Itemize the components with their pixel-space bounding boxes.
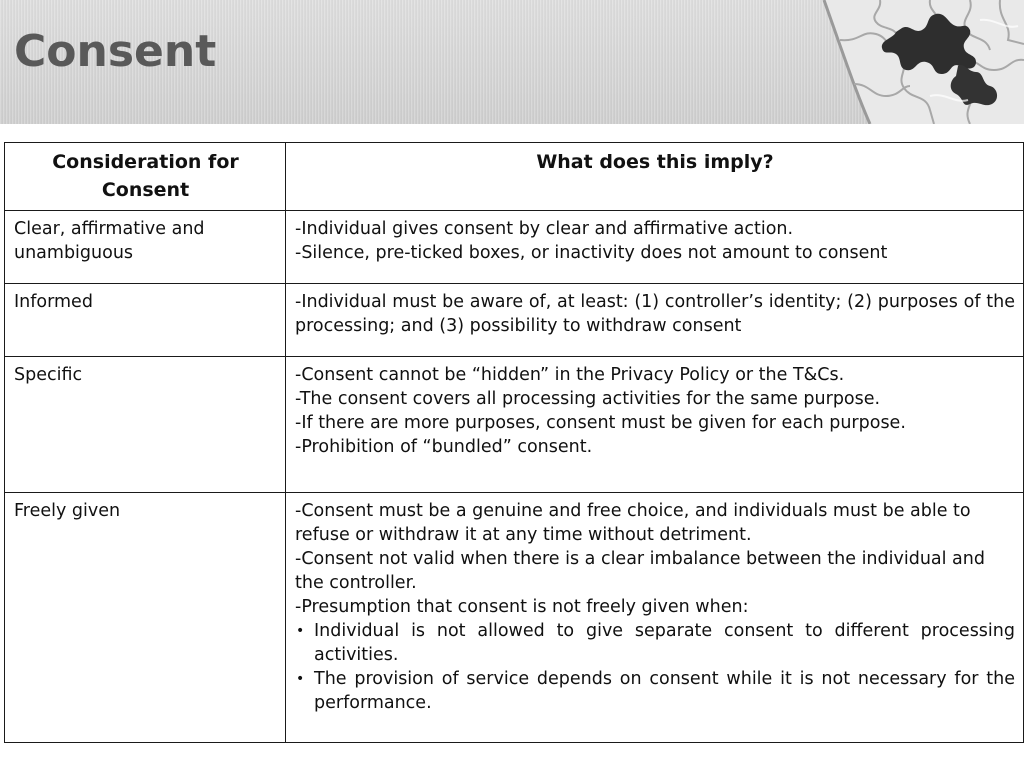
table-row <box>5 493 1024 743</box>
puzzle-pieces-icon <box>810 0 1024 124</box>
table-row <box>5 211 1024 284</box>
slide-header <box>0 0 1024 124</box>
implication-line: -Consent must be a genuine and free choice, and individuals must be able to refuse or withdraw it at any time without detriment. <box>295 501 971 545</box>
header-consideration: Consideration for Consent <box>5 143 286 211</box>
implication-line: -Individual must be aware of, at least: (1) controller’s identity; (2) purposes of the processing; and (3) possibility to withdraw consent <box>295 292 1015 336</box>
header-implication: What does this imply? <box>286 143 1024 211</box>
consideration-cell: Freely given <box>5 493 286 743</box>
implication-line: -The consent covers all processing activities for the same purpose. <box>295 389 881 409</box>
consideration-cell: Specific <box>5 357 286 493</box>
implication-cell <box>286 211 1024 284</box>
implication-cell <box>286 357 1024 493</box>
implication-line: -If there are more purposes, consent must be given for each purpose. <box>295 413 906 433</box>
consideration-cell: Clear, affirmative and unambiguous <box>5 211 286 284</box>
implication-cell <box>286 493 1024 743</box>
slide-title: Consent <box>14 26 217 77</box>
implication-line: -Consent not valid when there is a clear imbalance between the individual and the controller. <box>295 549 985 593</box>
bullet-item: • The provision of service depends on consent while it is not necessary for the performance. <box>295 667 1015 715</box>
implication-line: -Individual gives consent by clear and affirmative action. <box>295 219 794 239</box>
implication-line: -Consent cannot be “hidden” in the Privacy Policy or the T&Cs. <box>295 365 845 385</box>
table-row <box>5 357 1024 493</box>
table-row <box>5 284 1024 357</box>
implication-line: -Silence, pre-ticked boxes, or inactivity does not amount to consent <box>295 243 888 263</box>
implication-cell <box>286 284 1024 357</box>
bullet-item: • Individual is not allowed to give separate consent to different processing activities. <box>295 619 1015 667</box>
consideration-cell: Informed <box>5 284 286 357</box>
implication-line: -Presumption that consent is not freely given when: <box>295 597 749 617</box>
table-header-row <box>5 143 1024 211</box>
bullet-list <box>295 619 1015 715</box>
consent-table <box>4 142 1024 743</box>
implication-line: -Prohibition of “bundled” consent. <box>295 437 593 457</box>
